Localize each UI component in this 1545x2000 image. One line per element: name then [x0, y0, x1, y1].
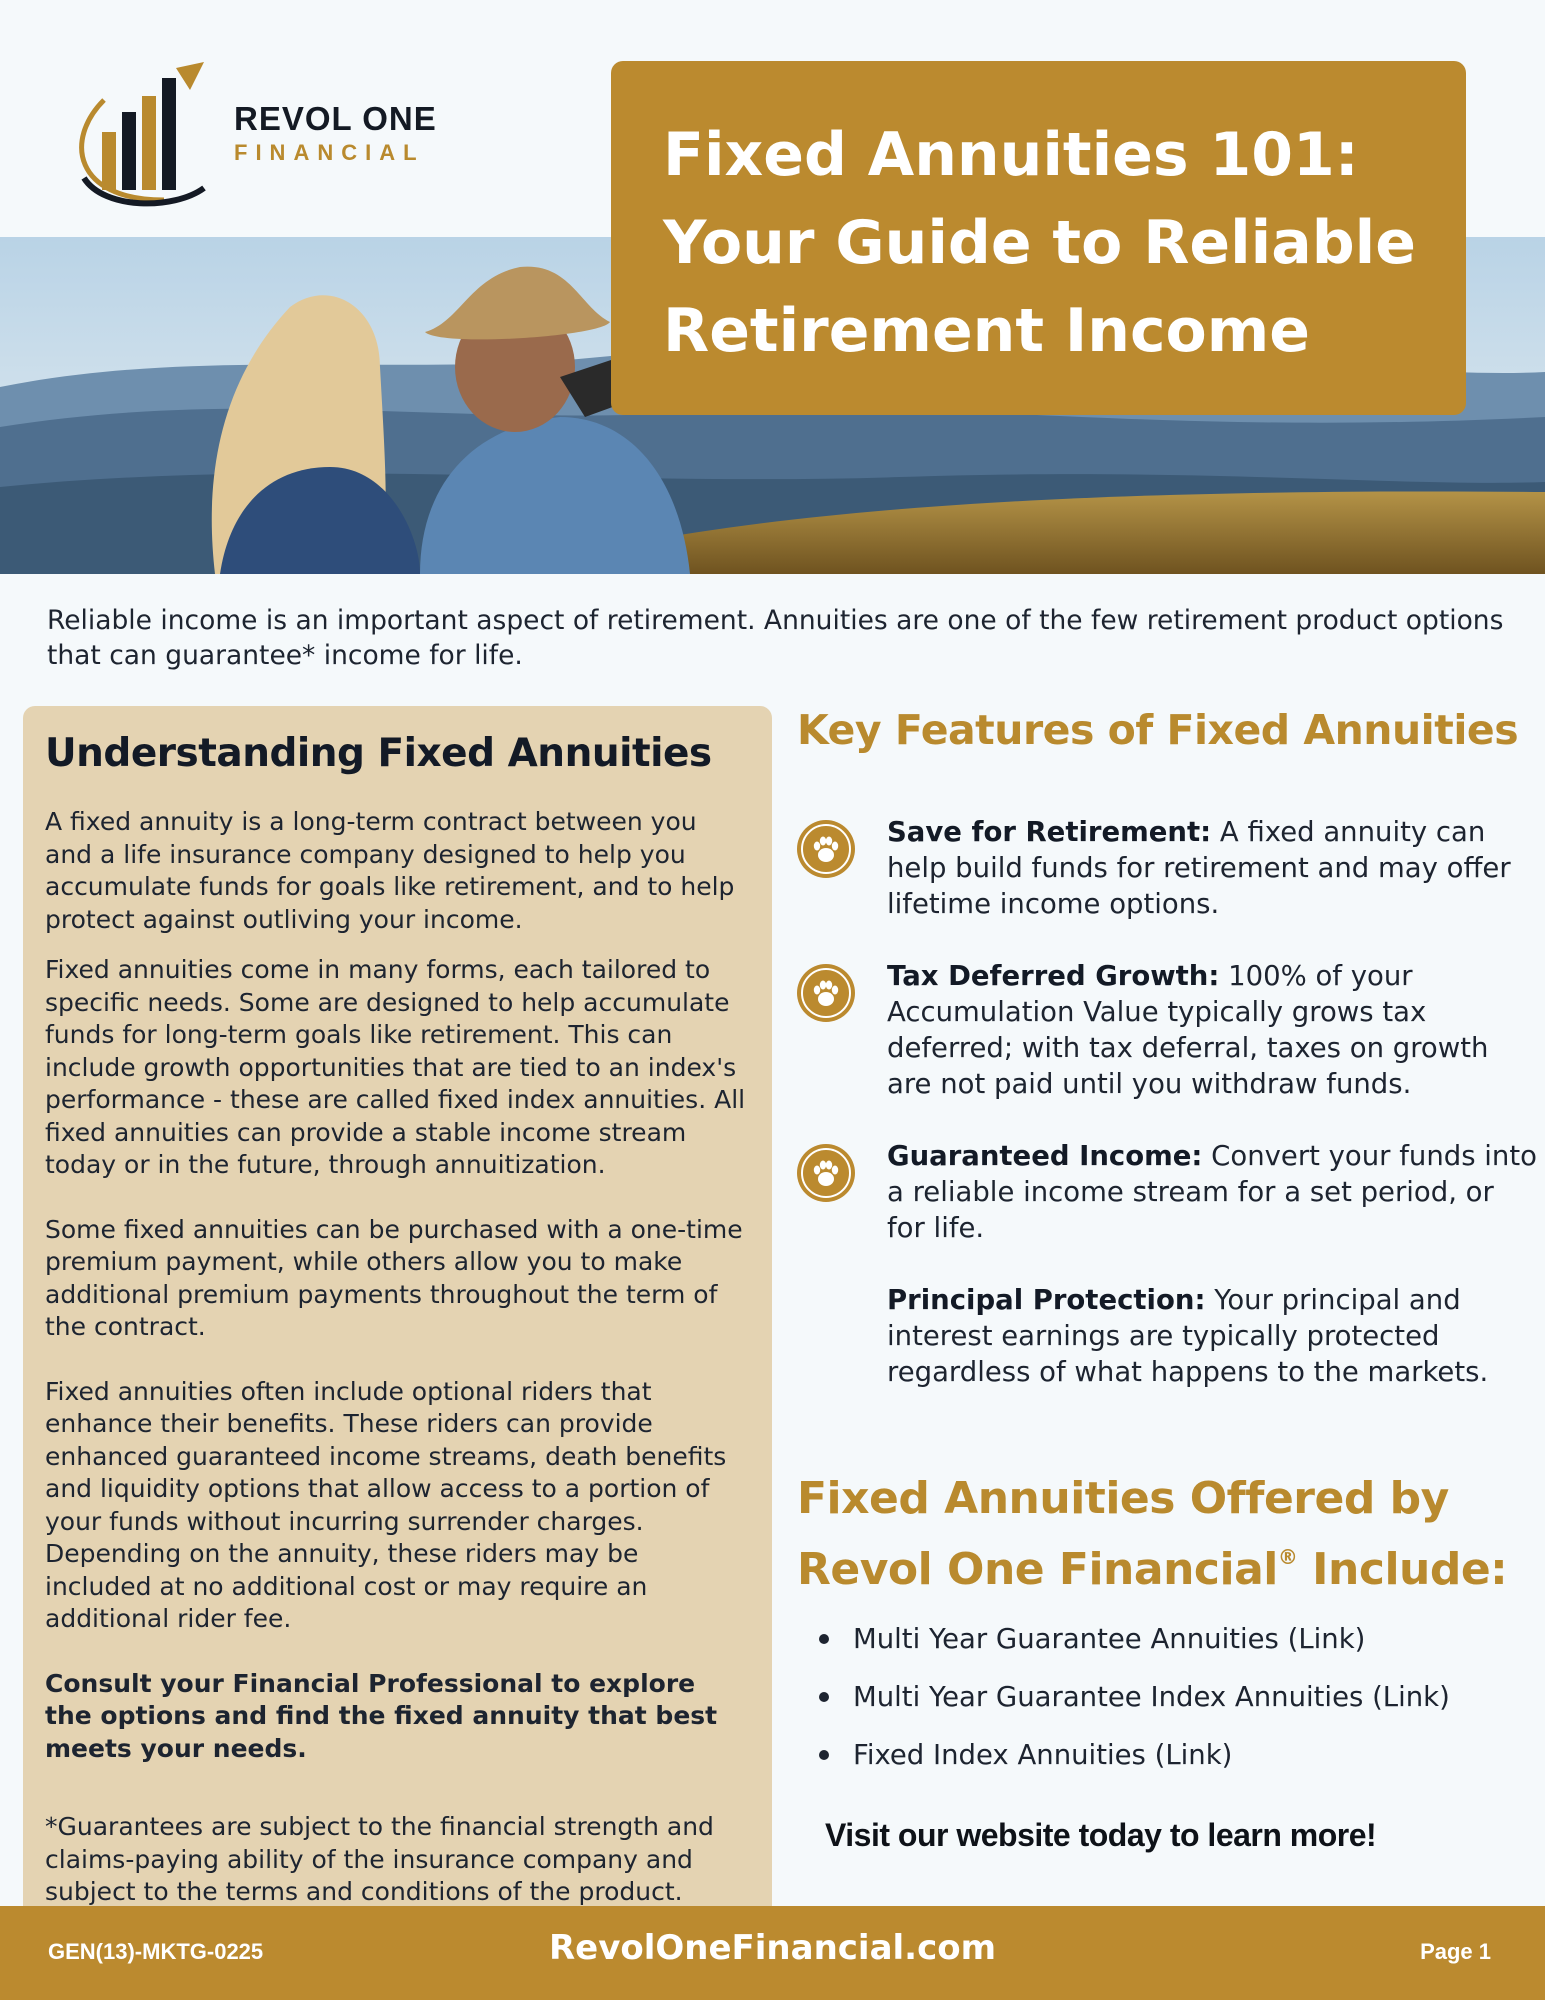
- features-heading: Key Features of Fixed Annuities: [797, 706, 1519, 754]
- feature-text: Your principal and interest earnings are typically protected regardless of what happens to the markets.: [887, 1284, 1489, 1388]
- title-banner: [611, 61, 1466, 415]
- paw-icon: [797, 964, 855, 1022]
- understanding-paragraph-1: A fixed annuity is a long-term contract between you and a life insurance company designed to help you accumulate funds for goals like retirement, and to help protect against outliving your income.: [45, 807, 735, 934]
- understanding-panel: [23, 706, 772, 1908]
- consult-cta: Consult your Financial Professional to explore the options and find the fixed annuity that best meets your needs.: [45, 1668, 718, 1763]
- feature-title: Principal Protection:: [887, 1284, 1206, 1316]
- offered-heading-brand: Revol One Financial: [797, 1544, 1278, 1595]
- page-number: Page 1: [1420, 1939, 1491, 1964]
- offer-link-myg-index[interactable]: [797, 1679, 1537, 1715]
- footer-bar: [0, 1906, 1545, 2000]
- features-panel: [797, 706, 1537, 1854]
- offer-label: Multi Year Guarantee Index Annuities (Link): [853, 1681, 1450, 1713]
- offer-link-fixed-index[interactable]: [797, 1737, 1537, 1773]
- logo-subtitle: FINANCIAL: [234, 140, 425, 165]
- offered-list: [797, 1621, 1537, 1773]
- website-link[interactable]: RevolOneFinancial.com: [548, 1928, 997, 1968]
- understanding-paragraph-2: Fixed annuities come in many forms, each tailored to specific needs. Some are designed to help accumulate funds for long-term goals like retirement. This can include growth opportunities that are tied to an index's performance - these are called fixed index annuities. All fixed annuities can provide a stable income stream today or in the future, through annuitization.: [45, 955, 746, 1179]
- offer-label: Multi Year Guarantee Annuities (Link): [853, 1623, 1366, 1655]
- feature-text: 100% of your Accumulation Value typically grows tax deferred; with tax deferral, taxes on growth are not paid until you withdraw funds.: [887, 960, 1489, 1100]
- registered-mark: ®: [1277, 1545, 1298, 1569]
- offered-heading-end: Include:: [1297, 1544, 1508, 1595]
- offer-link-myga[interactable]: [797, 1621, 1537, 1657]
- offer-label: Fixed Index Annuities (Link): [853, 1739, 1233, 1771]
- page-title: [663, 111, 1426, 375]
- bullet-icon: [819, 1692, 829, 1702]
- feature-title: Guaranteed Income:: [887, 1140, 1203, 1172]
- offered-heading: [797, 1470, 1537, 1599]
- feature-tax-deferred-growth: [797, 958, 1537, 1102]
- feature-save-for-retirement: [797, 814, 1537, 922]
- logo-text: [234, 100, 437, 166]
- feature-title: Save for Retirement:: [887, 816, 1212, 848]
- understanding-paragraph-4: Fixed annuities often include optional riders that enhance their benefits. These riders can provide enhanced guaranteed income streams, death benefits and liquidity options that allow access to a portion of your funds without incurring surrender charges. Depending on the annuity, these riders may be included at no additional cost or may require an additional rider fee.: [45, 1376, 727, 1633]
- visit-website-cta: Visit our website today to learn more!: [825, 1817, 1377, 1853]
- paw-icon: [797, 1144, 855, 1202]
- feature-text: A fixed annuity can help build funds for retirement and may offer lifetime income options.: [887, 816, 1511, 920]
- logo-mark-icon: [64, 60, 234, 210]
- company-logo: [64, 60, 464, 210]
- bullet-icon: [819, 1750, 829, 1760]
- bullet-icon: [819, 1634, 829, 1644]
- feature-principal-protection: [797, 1282, 1537, 1390]
- feature-text: Convert your funds into a reliable income stream for a set period, or for life.: [887, 1140, 1537, 1244]
- title-line-1: Fixed Annuities 101:: [663, 120, 1359, 190]
- paw-icon: [797, 820, 855, 878]
- understanding-heading: Understanding Fixed Annuities: [45, 731, 712, 776]
- feature-title: Tax Deferred Growth:: [887, 960, 1220, 992]
- feature-guaranteed-income: [797, 1138, 1537, 1246]
- intro-text: Reliable income is an important aspect of retirement. Annuities are one of the few retirement product options that can guarantee* income for life.: [47, 605, 1504, 671]
- guarantee-footnote: *Guarantees are subject to the financial strength and claims-paying ability of the insurance company and subject to the terms and conditions of the product.: [45, 1812, 714, 1906]
- title-line-3: Retirement Income: [663, 296, 1310, 366]
- understanding-paragraph-3: Some fixed annuities can be purchased with a one-time premium payment, while others allow you to make additional premium payments throughout the term of the contract.: [45, 1214, 743, 1341]
- offered-heading-line-1: Fixed Annuities Offered by: [797, 1473, 1449, 1524]
- logo-name: REVOL ONE: [234, 100, 437, 137]
- title-line-2: Your Guide to Reliable: [663, 208, 1416, 278]
- document-code: GEN(13)-MKTG-0225: [48, 1939, 264, 1964]
